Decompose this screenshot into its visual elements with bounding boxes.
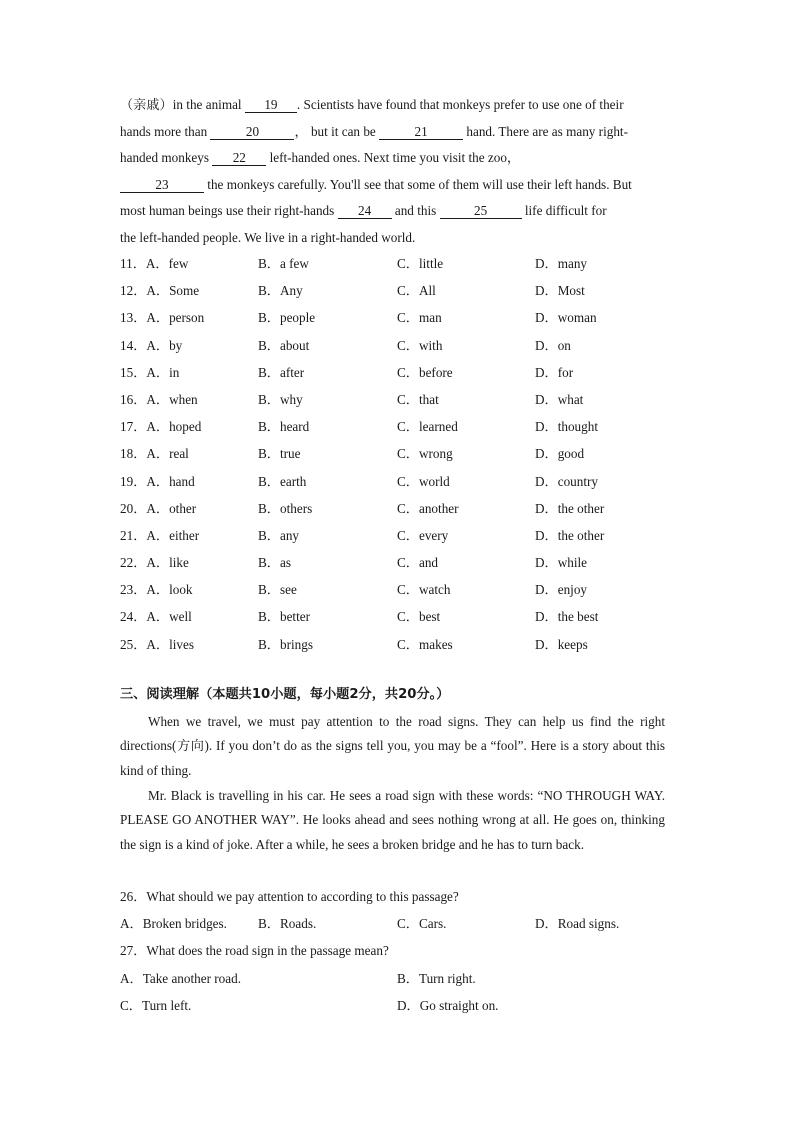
option-d: D．the other xyxy=(535,527,605,543)
cloze-text: （亲戚）in the animal xyxy=(120,97,245,112)
cloze-text: most human beings use their right-hands xyxy=(120,203,338,218)
option-c: C．little xyxy=(397,256,444,271)
option-d: D．good xyxy=(535,446,585,462)
question-number: 13． xyxy=(120,310,147,326)
q27-option-d: D．Go straight on. xyxy=(397,998,499,1013)
option-a-text: A．other xyxy=(146,500,197,516)
option-row xyxy=(120,250,680,277)
option-c: C．before xyxy=(397,364,453,380)
option-a xyxy=(120,468,195,495)
option-d: D．thought xyxy=(535,419,599,435)
option-d: D．Most xyxy=(535,283,585,299)
question-number: 23． xyxy=(120,582,147,598)
option-c: C．with xyxy=(397,337,443,353)
option-a-text: A．like xyxy=(146,555,189,571)
option-a xyxy=(120,631,194,658)
option-a-text: A．person xyxy=(146,310,205,326)
option-b: B．people xyxy=(258,310,316,326)
option-row xyxy=(120,468,680,495)
option-a-text: A．in xyxy=(146,364,180,380)
question-number: 21． xyxy=(120,527,147,543)
q26-option-b: B．Roads. xyxy=(258,916,317,931)
option-row xyxy=(120,277,680,304)
option-b: B．earth xyxy=(258,473,307,489)
option-row xyxy=(120,576,680,603)
option-d: D．what xyxy=(535,391,584,407)
option-a-text: A．look xyxy=(146,582,193,598)
option-d: D．woman xyxy=(535,310,597,326)
cloze-passage xyxy=(120,92,665,251)
option-a xyxy=(120,304,204,331)
option-a xyxy=(120,603,192,630)
option-row xyxy=(120,440,680,467)
cloze-text: and this xyxy=(391,203,440,218)
cloze-text: . Scientists have found that monkeys prefer to use one of their xyxy=(296,97,624,112)
option-c: C．wrong xyxy=(397,446,453,462)
option-row xyxy=(120,413,680,440)
option-a xyxy=(120,359,179,386)
blank-25: 25 xyxy=(440,204,522,219)
option-c: C．another xyxy=(397,500,459,516)
cloze-text: hand. There are as many right- xyxy=(463,123,628,139)
option-row xyxy=(120,495,680,522)
option-b: B．a few xyxy=(258,256,309,271)
option-row xyxy=(120,332,680,359)
blank-20: 20 xyxy=(210,125,294,140)
option-b: B．brings xyxy=(258,636,313,652)
option-row xyxy=(120,359,680,386)
option-b: B．see xyxy=(258,582,297,598)
option-b: B．any xyxy=(258,527,300,543)
cloze-text: ， but it can be xyxy=(294,123,380,139)
option-d: D．while xyxy=(535,555,588,571)
option-row xyxy=(120,631,680,658)
q26-option-a: A．Broken bridges. xyxy=(120,916,227,931)
question-number: 16． xyxy=(120,391,147,407)
option-a-text: A．lives xyxy=(146,636,194,652)
question-number: 12． xyxy=(120,283,147,299)
option-c: C．every xyxy=(397,527,449,543)
option-d: D．the best xyxy=(535,609,599,625)
option-a xyxy=(120,250,188,277)
reading-paragraph-2: Mr. Black is travelling in his car. He sees a road sign with these words: “NO THROUGH WAY. PLEASE GO ANOTHER WAY”. He looks ahead and sees nothing wrong at all. He goes on, thinking the sign is a kind of joke. After a while, he sees a broken bridge and he has to turn back. xyxy=(120,788,665,852)
option-a-text: A．few xyxy=(145,256,189,271)
question-27-stem: 27．What does the road sign in the passage mean? xyxy=(120,943,389,958)
option-row xyxy=(120,603,680,630)
blank-24: 24 xyxy=(338,204,392,219)
option-b: B．why xyxy=(258,391,303,407)
option-c: C．best xyxy=(397,609,441,625)
option-d: D．enjoy xyxy=(535,582,588,598)
option-d: D．for xyxy=(535,364,574,380)
option-a-text: A．Some xyxy=(146,283,200,299)
question-number: 18． xyxy=(120,446,147,462)
reading-paragraph-1: When we travel, we must pay attention to the road signs. They can help us find the right directions(方向). If you don’t do as the signs tell you, you may be a “fool”. Here is a story about this kind of thing. xyxy=(120,714,665,778)
blank-21: 21 xyxy=(379,125,463,140)
q27-option-a: A．Take another road. xyxy=(120,971,242,986)
option-c: C．world xyxy=(397,473,450,489)
option-c: C．man xyxy=(397,310,442,326)
option-c: C．that xyxy=(397,391,439,407)
option-d: D．keeps xyxy=(535,636,588,652)
option-b: B．after xyxy=(258,364,305,380)
option-c: C．makes xyxy=(397,636,453,652)
cloze-text: left-handed ones. Next time you visit the zoo， xyxy=(266,150,521,165)
cloze-text: life difficult for xyxy=(521,203,607,218)
option-b: B．others xyxy=(258,500,313,516)
cloze-text: hands more than xyxy=(120,123,211,139)
question-26-stem: 26．What should we pay attention to according to this passage? xyxy=(120,889,459,904)
option-a-text: A．hoped xyxy=(146,419,202,435)
option-c: C．watch xyxy=(397,582,451,598)
cloze-text: the left-handed people. We live in a right-handed world. xyxy=(120,229,416,245)
option-row xyxy=(120,304,680,331)
q26-option-c: C．Cars. xyxy=(397,916,447,931)
option-b: B．better xyxy=(258,609,311,625)
option-d: D．many xyxy=(535,256,588,271)
q27-option-b: B．Turn right. xyxy=(397,971,476,986)
section-title: 三、阅读理解（本题共10小题，每小题2分，共20分。） xyxy=(120,687,450,702)
option-a-text: A．well xyxy=(146,609,192,625)
option-a xyxy=(120,549,189,576)
question-number: 11． xyxy=(120,256,146,271)
question-number: 15． xyxy=(120,364,147,380)
option-a xyxy=(120,386,198,413)
option-a-text: A．by xyxy=(146,337,183,353)
option-a-text: A．hand xyxy=(146,473,195,489)
option-b: B．Any xyxy=(258,283,303,299)
q26-option-d: D．Road signs. xyxy=(535,916,620,931)
blank-19: 19 xyxy=(245,98,297,113)
option-a xyxy=(120,576,193,603)
option-d: D．country xyxy=(535,473,598,489)
option-a xyxy=(120,277,199,304)
question-number: 24． xyxy=(120,609,147,625)
option-a xyxy=(120,522,199,549)
option-row xyxy=(120,386,680,413)
option-a-text: A．either xyxy=(146,527,200,543)
blank-23: 23 xyxy=(120,178,204,193)
cloze-text: handed monkeys xyxy=(120,150,213,165)
option-d: D．the other xyxy=(535,500,605,516)
option-c: C．and xyxy=(397,555,439,571)
option-b: B．as xyxy=(258,555,291,571)
question-number: 17． xyxy=(120,419,147,435)
question-number: 19． xyxy=(120,473,147,489)
question-number: 22． xyxy=(120,555,147,571)
q27-option-c: C．Turn left. xyxy=(120,998,192,1013)
option-d: D．on xyxy=(535,337,571,353)
blank-22: 22 xyxy=(212,151,266,166)
option-a-text: A．when xyxy=(146,391,198,407)
question-number: 20． xyxy=(120,500,147,516)
option-row xyxy=(120,522,680,549)
option-a xyxy=(120,413,201,440)
option-c: C．All xyxy=(397,283,436,299)
option-a xyxy=(120,332,182,359)
option-b: B．heard xyxy=(258,419,310,435)
options-list xyxy=(120,250,680,658)
option-b: B．true xyxy=(258,446,301,462)
option-b: B．about xyxy=(258,337,310,353)
option-a xyxy=(120,495,196,522)
question-number: 25． xyxy=(120,636,147,652)
cloze-text: the monkeys carefully. You'll see that some of them will use their left hands. But xyxy=(204,176,632,192)
question-number: 14． xyxy=(120,337,147,353)
option-a-text: A．real xyxy=(146,446,189,462)
option-c: C．learned xyxy=(397,419,458,435)
option-row xyxy=(120,549,680,576)
option-a xyxy=(120,440,189,467)
